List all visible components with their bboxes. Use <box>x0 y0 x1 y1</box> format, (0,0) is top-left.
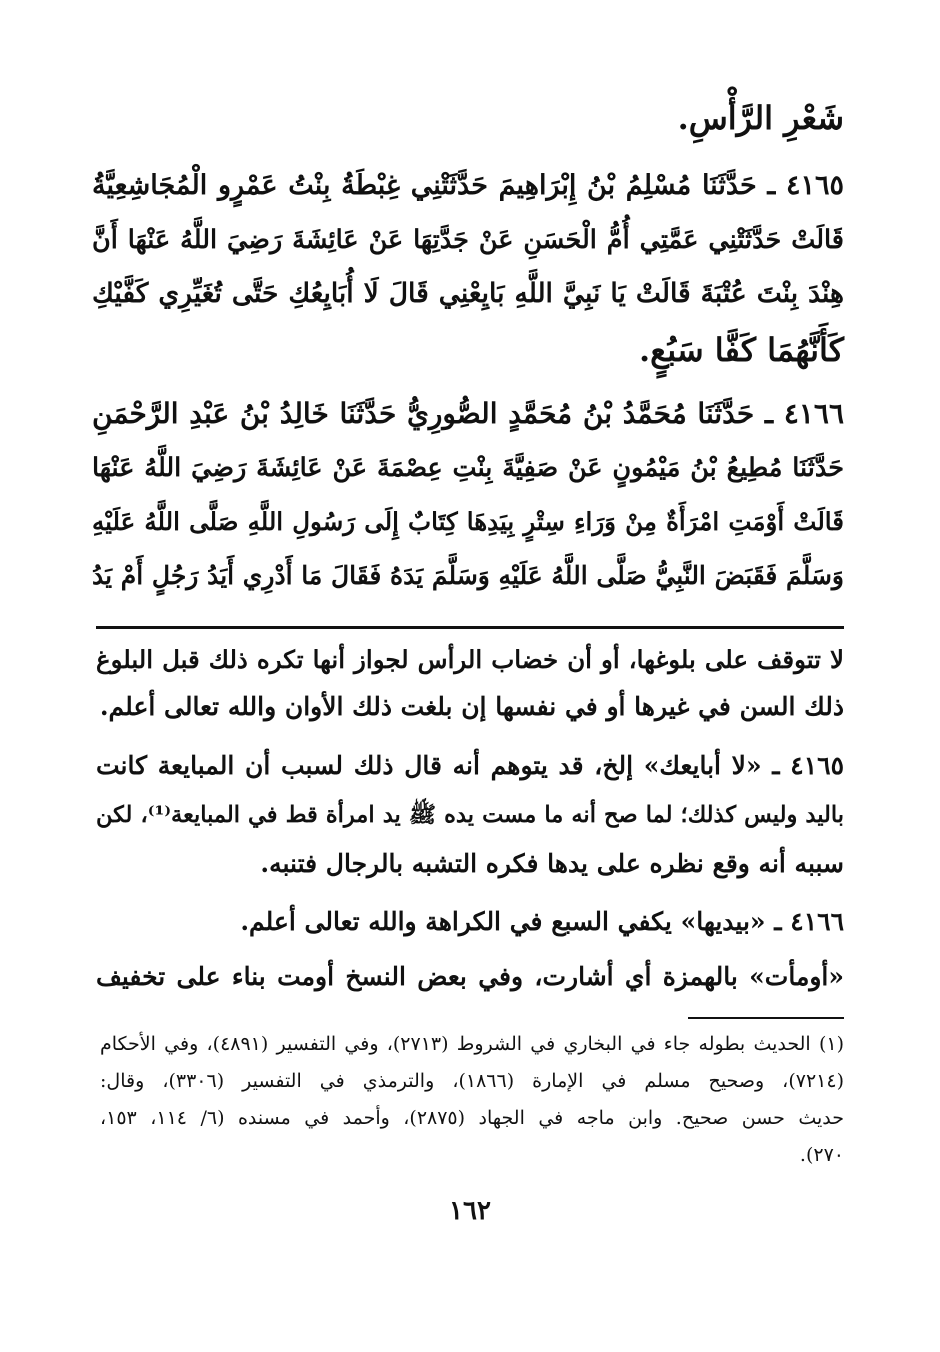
page-number: ١٦٢ <box>449 1196 491 1226</box>
text-commentary-divider <box>96 626 844 629</box>
continuation-line: شَعْرِ الرَّأْسِ. <box>677 99 844 137</box>
hadith-line: وَسَلَّمَ فَقَبَضَ النَّبِيُّ صَلَّى اللَّهُ عَلَيْهِ وَسَلَّمَ يَدَهُ فَقَالَ مَا أَدْرِي أَيَدُ رَجُلٍ أَمْ يَدُ <box>92 561 844 590</box>
commentary-line: «أومأت» بالهمزة أي أشارت، وفي بعض النسخ أومت بناء على تخفيف <box>96 962 844 991</box>
hadith-line: ٤١٦٦ ـ حَدَّثَنَا مُحَمَّدُ بْنُ مُحَمَّدٍ الصُّورِيُّ حَدَّثَنَا خَالِدُ بْنُ عَبْدِ الرَّحْمَنِ <box>92 397 844 430</box>
footnote-line: (١) الحديث بطوله جاء في البخاري في الشروط (٢٧١٣)، وفي التفسير (٤٨٩١)، وفي الأحكام <box>100 1033 845 1055</box>
hadith-line: حَدَّثَنَا مُطِيعُ بْنُ مَيْمُونٍ عَنْ صَفِيَّةَ بِنْتِ عِصْمَةَ عَنْ عَائِشَةَ رَضِيَ اللَّهُ عَنْهَا <box>92 453 844 483</box>
commentary-line: لا تتوقف على بلوغها، أو أن خضاب الرأس لجواز أنها تكره ذلك قبل البلوغ <box>96 645 844 674</box>
hadith-line: هِنْدَ بِنْتَ عُتْبَةَ قَالَتْ يَا نَبِيَّ اللَّهِ بَايِعْنِي قَالَ لَا أُبَايِعُكِ حَتَّى تُغَيِّرِي كَفَّيْكِ <box>92 278 844 309</box>
commentary-line: سببه أنه وقع نظره على يدها فكره التشبه بالرجال فتنبه. <box>260 849 844 878</box>
commentary-line: باليد وليس كذلك؛ لما صح أنه ما مست يده ﷺ يد امرأة قط في المبايعة⁽¹⁾، لكن <box>96 802 844 828</box>
commentary-line: ٤١٦٦ ـ «بيديها» يكفي السبع في الكراهة والله تعالى أعلم. <box>240 907 844 936</box>
footnote-line: (٧٢١٤)، وصحيح مسلم في الإمارة (١٨٦٦)، والترمذي في التفسير (٣٣٠٦)، وقال: <box>100 1070 844 1092</box>
hadith-line: كَأَنَّهُمَا كَفَّا سَبُعٍ. <box>639 331 844 369</box>
commentary-line: ذلك السن في غيرها أو في نفسها إن بلغت ذلك الأوان والله تعالى أعلم. <box>99 692 844 721</box>
footnote-line: حديث حسن صحيح. وابن ماجه في الجهاد (٢٨٧٥)، وأحمد في مسنده (٦/ ١١٤، ١٥٣، <box>100 1107 844 1129</box>
footnote-divider <box>688 1017 844 1019</box>
hadith-line: قَالَتْ أَوْمَتِ امْرَأَةٌ مِنْ وَرَاءِ سِتْرٍ بِيَدِهَا كِتَابٌ إِلَى رَسُولِ اللَّهِ صَلَّى اللَّهُ عَلَيْهِ <box>92 507 844 536</box>
hadith-line: قَالَتْ حَدَّثَتْنِي عَمَّتِي أُمُّ الْحَسَنِ عَنْ جَدَّتِهَا عَنْ عَائِشَةَ رَضِيَ اللَّهُ عَنْهَا أَنَّ <box>92 225 844 255</box>
footnote-line: ٢٧٠). <box>799 1144 844 1166</box>
commentary-line: ٤١٦٥ ـ «لا أبايعك» إلخ، قد يتوهم أنه قال ذلك لسبب أن المبايعة كانت <box>96 751 844 780</box>
hadith-line: ٤١٦٥ ـ حَدَّثَنَا مُسْلِمُ بْنُ إِبْرَاهِيمَ حَدَّثَتْنِي غِبْطَةُ بِنْتُ عَمْرٍو الْمُجَاشِعِيَّةُ <box>92 170 844 201</box>
